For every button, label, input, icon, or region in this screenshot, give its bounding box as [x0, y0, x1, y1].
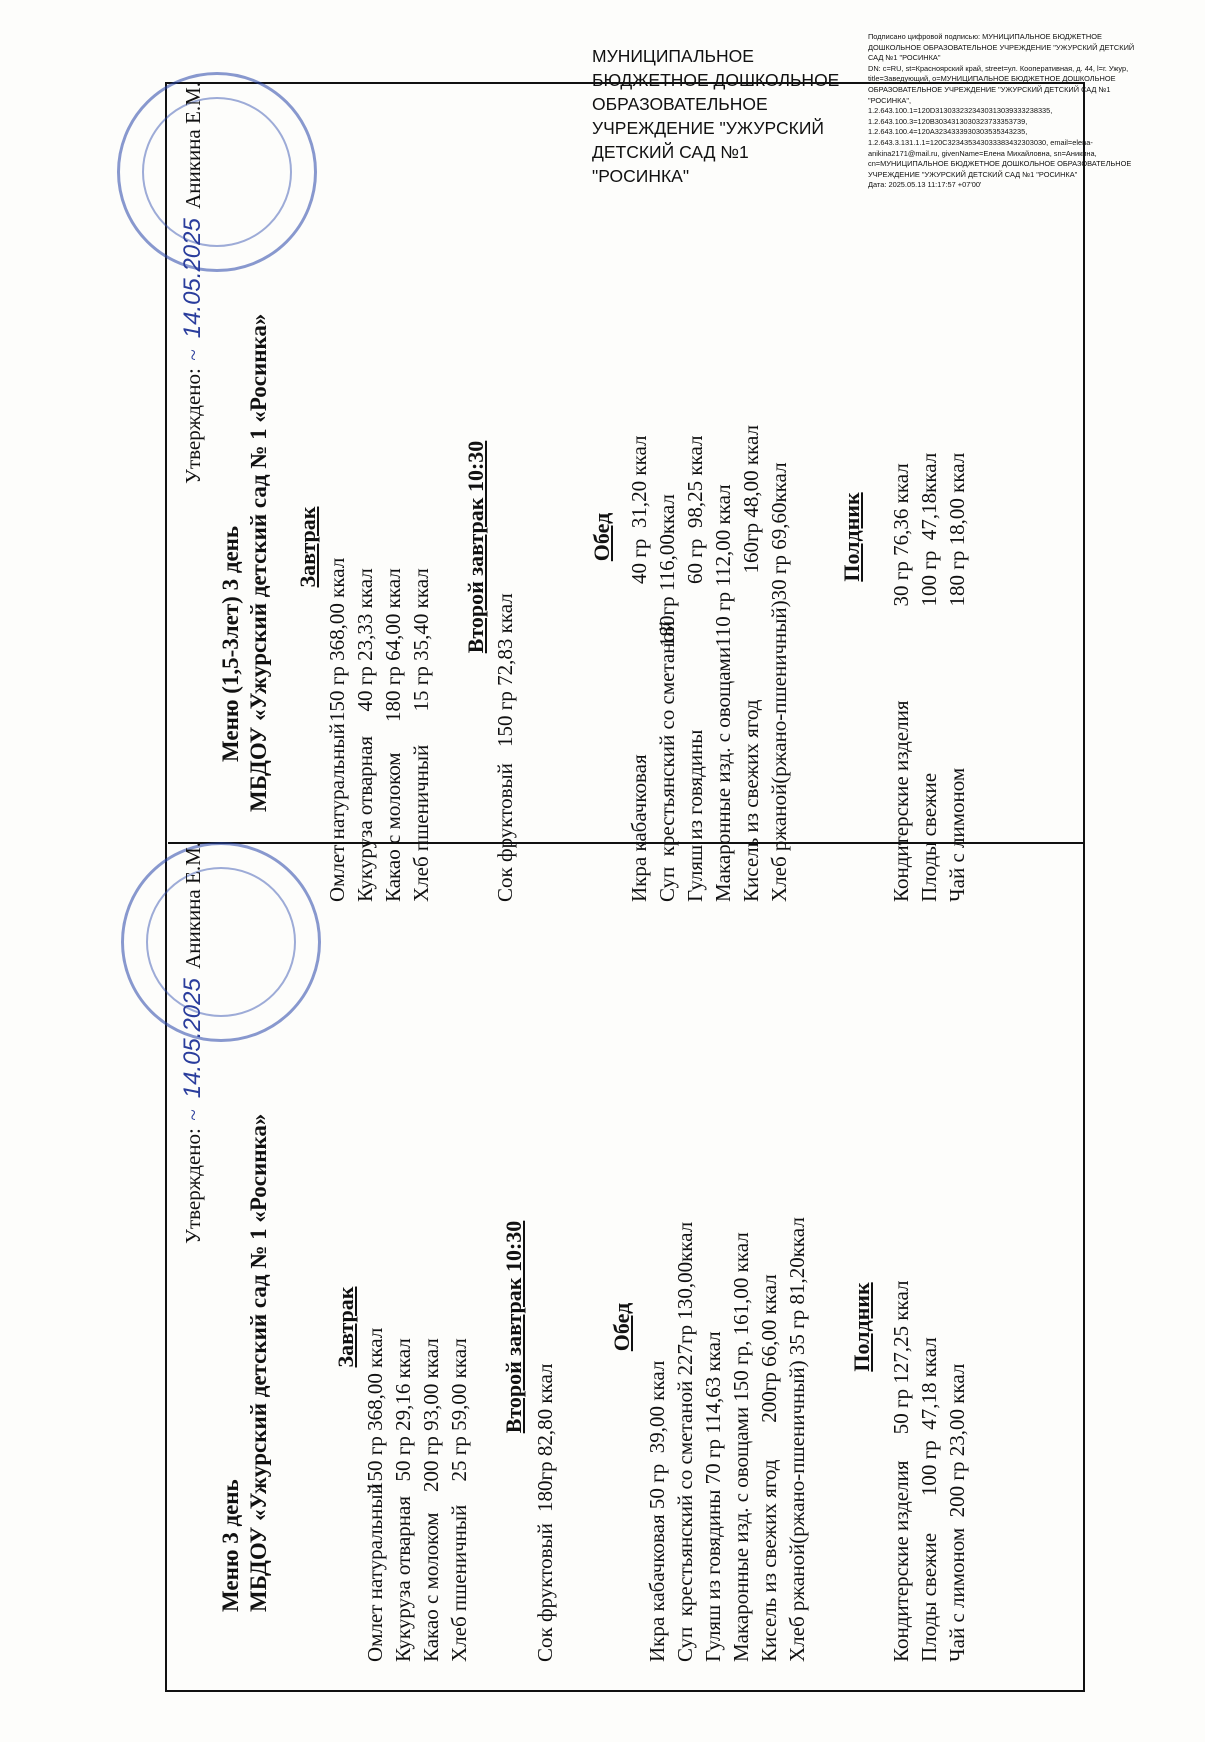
lunch-heading: Обед [589, 512, 614, 562]
menu-row: Кисель из свежих ягод 160гр 48,00 ккал [739, 425, 763, 902]
menu-panel-toddlers [165, 82, 1085, 912]
approval-date: 14.05.2025 [179, 978, 206, 1099]
menu-row: Суп крестьянский со сметаной 227гр 130,00ккал [673, 1221, 697, 1662]
menu-row: Гуляш из говядины 60 гр 98,25 ккал [683, 435, 707, 902]
menu-row: Чай с лимоном 180 гр 18,00 ккал [945, 452, 969, 902]
menu-institution: МБДОУ «Ужурский детский сад № 1 «Росинка» [246, 1113, 271, 1612]
approver-name: Аникина Е.М. [181, 82, 205, 209]
menu-row: Кукуруза отварная 40 гр 23,33 ккал [353, 568, 377, 902]
snack-heading: Полдник [839, 492, 864, 582]
menu-row: Кукуруза отварная 50 гр 29,16 ккал [391, 1338, 415, 1662]
menu-row: Омлет натуральный150 гр 368,00 ккал [363, 1327, 387, 1662]
menu-row: Сок фруктовый150 гр 72,83 ккал [493, 593, 517, 902]
menu-title: Меню 3 день [218, 1479, 243, 1612]
approval-prefix: Утверждено: [181, 1128, 205, 1244]
signature-details: Подписано цифровой подписью: МУНИЦИПАЛЬНОЕ БЮДЖЕТНОЕ ДОШКОЛЬНОЕ ОБРАЗОВАТЕЛЬНОЕ УЧРЕЖДЕНИЕ "УЖУРСКИЙ ДЕТСКИЙ САД №1 "РОСИНКА" DN: c=RU, st=Красноярский край, street=ул. Кооперативная, д. 44, l=г. Ужур, title=Заведующий, o=МУНИЦИПАЛЬНОЕ БЮДЖЕТНОЕ ДОШКОЛЬНОЕ ОБРАЗОВАТЕЛЬНОЕ УЧРЕЖДЕНИЕ "УЖУРСКИЙ ДЕТСКИЙ САД №1 "РОСИНКА", 1.2.643.100.1=120D3130332323430313039333238335, 1.2.643.100.3=120B3034313030323733353739, 1.2.643.100.4=120A3234333930303535343235, 1.2.643.3.131.1.1=120C323435343033383432303030, email=elena-anikina2171@mail.ru, givenName=Елена Михайловна, sn=Аникина, cn=МУНИЦИПАЛЬНОЕ БЮДЖЕТНОЕ ДОШКОЛЬНОЕ ОБРАЗОВАТЕЛЬНОЕ УЧРЕЖДЕНИЕ "УЖУРСКИЙ ДЕТСКИЙ САД №1 "РОСИНКА" Дата: 2025.05.13 11:17:57 +07'00' [868, 32, 1135, 190]
snack-heading: Полдник [849, 1282, 874, 1372]
menu-row: Кондитерские изделия 50 гр 127,25 ккал [889, 1280, 913, 1662]
menu-row: Кисель из свежих ягод 200гр 66,00 ккал [757, 1274, 781, 1662]
lunch-heading: Обед [609, 1302, 634, 1352]
organization-stamp [117, 72, 317, 272]
menu-row: Гуляш из говядины 70 гр 114,63 ккал [701, 1331, 725, 1662]
menu-row: Омлет натуральный150 гр 368,00 ккал [325, 557, 349, 902]
approver-name: Аникина Е.М. [181, 842, 205, 969]
handwritten-signature: ~ [181, 349, 205, 361]
menu-title: Меню (1,5-3лет) 3 день [218, 525, 243, 762]
menu-row: Плоды свежие 100 гр 47,18 ккал [917, 1337, 941, 1662]
approval-prefix: Утверждено: [181, 368, 205, 484]
menu-row: Кондитерские изделия 30 гр 76,36 ккал [889, 463, 913, 902]
menu-row: Сок фруктовый180гр 82,80 ккал [533, 1363, 557, 1662]
menu-row: Икра кабачковая 40 гр 31,20 ккал [627, 435, 651, 902]
handwritten-signature: ~ [181, 1109, 205, 1121]
menu-row: Макаронные изд. с овощами 150 гр, 161,00 ккал [729, 1232, 753, 1662]
second-breakfast-heading: Второй завтрак 10:30 [463, 440, 488, 654]
menu-row: Хлеб ржаной(ржано-пшеничный)30 гр 69,60ккал [767, 462, 791, 902]
menu-row: Плоды свежие 100 гр 47,18ккал [917, 452, 941, 902]
breakfast-heading: Завтрак [333, 1286, 358, 1368]
menu-row: Хлеб пшеничный 15 гр 35,40 ккал [409, 568, 433, 902]
menu-institution: МБДОУ «Ужурский детский сад № 1 «Росинка» [246, 313, 271, 812]
menu-row: Какао с молоком200 гр 93,00 ккал [419, 1338, 443, 1662]
menu-row: Чай с лимоном 200 гр 23,00 ккал [945, 1363, 969, 1662]
menu-row: Хлеб пшеничный 25 гр 59,00 ккал [447, 1338, 471, 1662]
menu-row: Икра кабачковая 50 гр 39,00 ккал [645, 1360, 669, 1662]
signature-organization: МУНИЦИПАЛЬНОЕ БЮДЖЕТНОЕ ДОШКОЛЬНОЕ ОБРАЗОВАТЕЛЬНОЕ УЧРЕЖДЕНИЕ "УЖУРСКИЙ ДЕТСКИЙ САД №1 "РОСИНКА" [592, 46, 840, 186]
second-breakfast-heading: Второй завтрак 10:30 [501, 1220, 526, 1434]
menu-row: Макаронные изд. с овощами110 гр 112,00 ккал [711, 484, 735, 902]
approval-date: 14.05.2025 [179, 218, 206, 339]
menu-row: Суп крестьянский со сметаной180гр 116,00ккал [655, 494, 679, 902]
menu-row: Хлеб ржаной(ржано-пшеничный) 35 гр 81,20ккал [785, 1217, 809, 1662]
approval-line [179, 82, 207, 484]
menu-row: Какао с молоком180 гр 64,00 ккал [381, 568, 405, 902]
breakfast-heading: Завтрак [295, 506, 320, 588]
menu-panel-general [165, 842, 1085, 1672]
